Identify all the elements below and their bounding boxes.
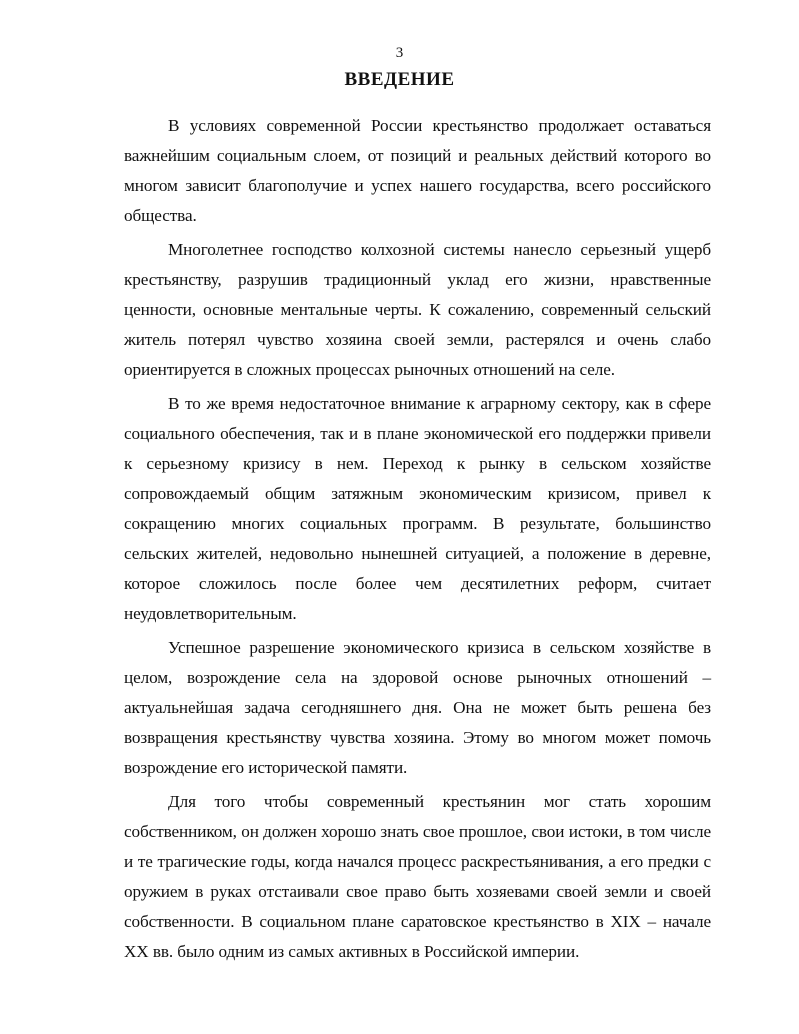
page-title: ВВЕДЕНИЕ <box>344 69 455 90</box>
page-number: 3 <box>395 45 404 61</box>
paragraph: В то же время недостаточное внимание к аграрному сектору, как в сфере социального обеспечения, так и в плане экономической его поддержки привели к серьезному кризису в нем. Переход к рынку в сельском хозяйстве сопровождаемый общим затяжным экономическим кризисом, привел к сокращению многих социальных программ. В результате, большинство сельских жителей, недовольно нынешней ситуацией, а положение в деревне, которое сложилось после более чем десятилетних реформ, считает неудовлетворительным. <box>124 394 711 623</box>
paragraph: В условиях современной России крестьянство продолжает оставаться важнейшим социальным слоем, от позиций и реальных действий которого во многом зависит благополучие и успех нашего государства, всего российского общества. <box>124 116 711 225</box>
paragraph: Многолетнее господство колхозной системы нанесло серьезный ущерб крестьянству, разрушив традиционный уклад его жизни, нравственные ценности, основные ментальные черты. К сожалению, современный сельский житель потерял чувство хозяина своей земли, растерялся и очень слабо ориентируется в сложных процессах рыночных отношений на селе. <box>124 240 711 379</box>
body-text <box>124 111 711 971</box>
paragraph: Для того чтобы современный крестьянин мог стать хорошим собственником, он должен хорошо знать свое прошлое, свои истоки, в том числе и те трагические годы, когда начался процесс раскрестьянивания, а его предки с оружием в руках отстаивали свое право быть хозяевами своей земли и своей собственности. В социальном плане саратовское крестьянство в XIX – начале XX вв. было одним из самых активных в Российской империи. <box>124 792 711 961</box>
paragraph: Успешное разрешение экономического кризиса в сельском хозяйстве в целом, возрождение села на здоровой основе рыночных отношений – актуальнейшая задача сегодняшнего дня. Она не может быть решена без возвращения крестьянству чувства хозяина. Этому во многом может помочь возрождение его исторической памяти. <box>124 638 711 777</box>
